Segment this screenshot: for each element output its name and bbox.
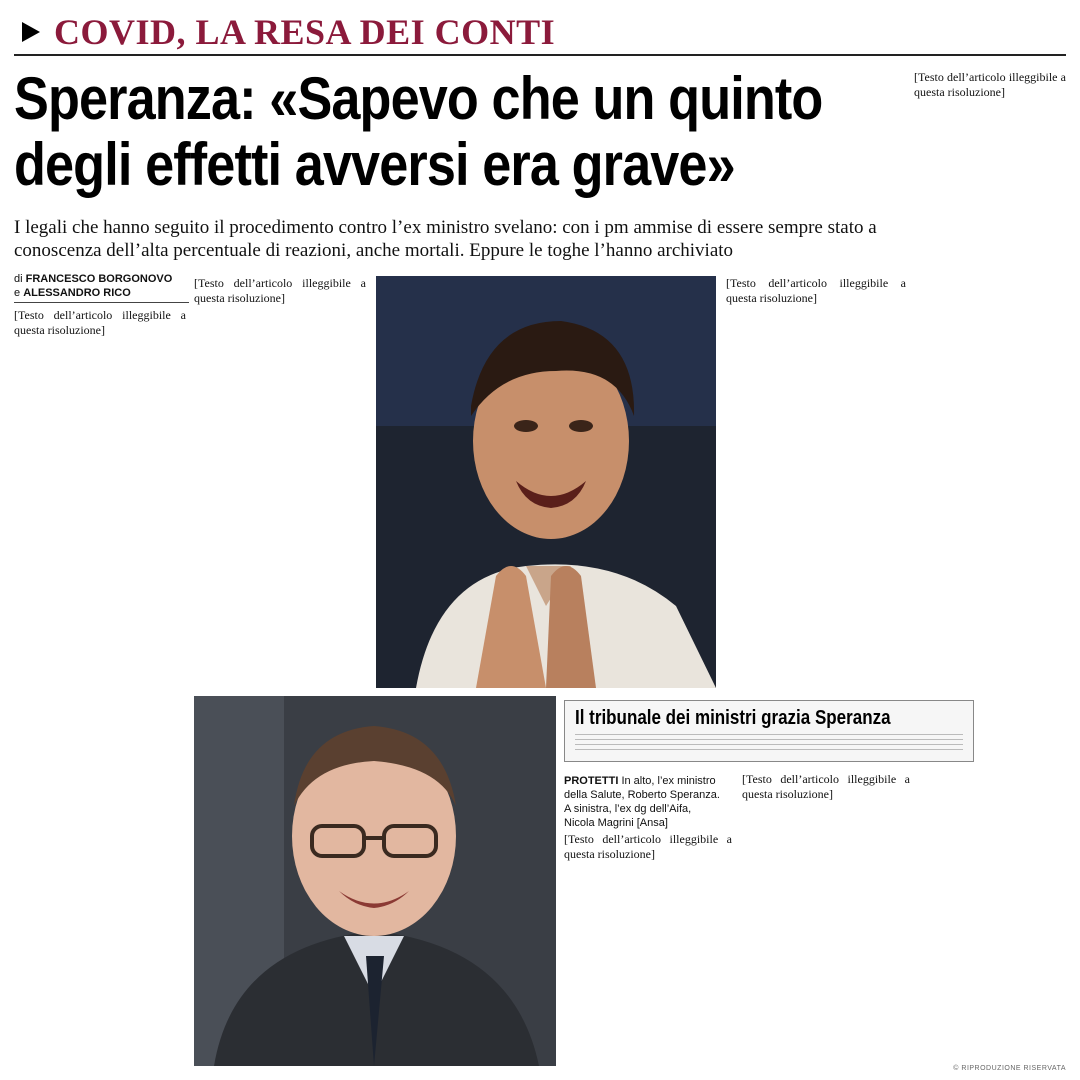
- inset-clipping: [564, 700, 974, 762]
- kicker-title: COVID, LA RESA DEI CONTI: [54, 12, 556, 52]
- headline: [14, 66, 822, 198]
- byline-author-2: ALESSANDRO RICO: [23, 287, 131, 299]
- article-column-5: [Testo dell’articolo illeggibile a questa risoluzione]: [742, 772, 910, 801]
- caption-text: In alto, l’ex ministro della Salute, Roberto Speranza. A sinistra, l’ex dg dell’Aifa, Nicola Magrini [Ansa]: [564, 775, 720, 829]
- inset-clipping-title: Il tribunale dei ministri grazia Speranza: [575, 707, 891, 729]
- byline-prefix-2: e: [14, 287, 21, 299]
- article-column-1: [Testo dell’articolo illeggibile a questa risoluzione]: [14, 308, 186, 337]
- right-column-text: [Testo dell’articolo illeggibile a questa risoluzione]: [914, 70, 1066, 99]
- caption-label: PROTETTI: [564, 775, 619, 787]
- photo-nicola-magrini: [194, 696, 556, 1066]
- triangle-arrow-icon: [22, 22, 40, 42]
- magrini-portrait-illustration: [194, 696, 556, 1066]
- headline-line-2: degli effetti avversi era grave»: [14, 131, 735, 198]
- inset-clipping-text-lines: [575, 734, 963, 752]
- article-column-3: [Testo dell’articolo illeggibile a questa risoluzione]: [726, 276, 906, 305]
- byline: [14, 272, 189, 303]
- speranza-portrait-illustration: [376, 276, 716, 688]
- article-column-2: [Testo dell’articolo illeggibile a questa risoluzione]: [194, 276, 366, 305]
- article-body-area: [14, 272, 914, 1072]
- photo-roberto-speranza: [376, 276, 716, 688]
- byline-author-1: FRANCESCO BORGONOVO: [25, 273, 173, 285]
- headline-area: [14, 66, 894, 216]
- photo-caption: [564, 774, 724, 830]
- kicker-bar: [14, 10, 1066, 56]
- headline-line-1: Speranza: «Sapevo che un quinto: [14, 65, 823, 132]
- byline-prefix-1: di: [14, 273, 23, 285]
- article-column-4: [Testo dell’articolo illeggibile a questa risoluzione]: [564, 832, 732, 861]
- copyright-note: © RIPRODUZIONE RISERVATA: [953, 1065, 1066, 1072]
- subheadline: I legali che hanno seguito il procedimento contro l’ex ministro svelano: con i pm ammise di essere sempre stato a conoscenza dell’alta percentuale di reazioni, anche mortali. Eppure le toghe l’hanno archiviato: [14, 217, 877, 261]
